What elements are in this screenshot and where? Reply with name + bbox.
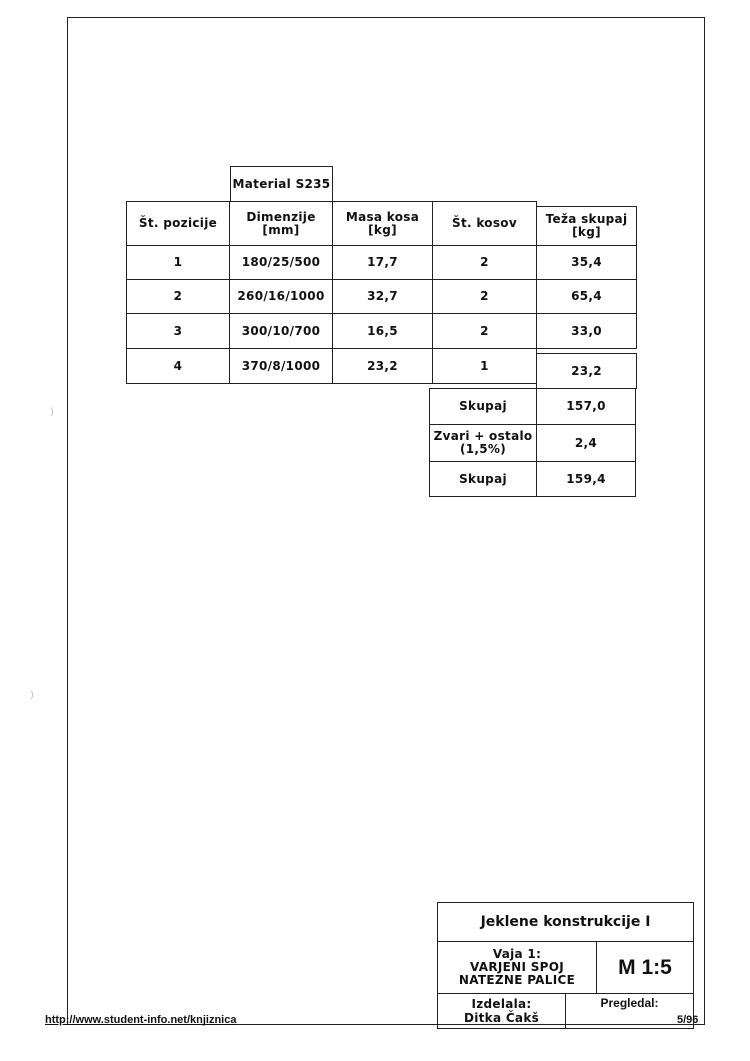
- row-position: 4: [126, 348, 230, 384]
- row-dimensions: 370/8/1000: [229, 348, 333, 384]
- row-position: 2: [126, 279, 230, 314]
- row-dimensions: 300/10/700: [229, 313, 333, 349]
- made-by-label: Izdelala:: [471, 997, 532, 1011]
- row-total-weight: 65,4: [536, 279, 637, 314]
- row-piece-mass: 32,7: [332, 279, 433, 314]
- row-piece-mass: 16,5: [332, 313, 433, 349]
- reviewed-cell: [565, 993, 694, 1029]
- made-by-cell: [437, 993, 566, 1029]
- row-dimensions: 260/16/1000: [229, 279, 333, 314]
- row-piece-count: 2: [432, 279, 537, 314]
- header-total-weight: Teža skupaj [kg]: [536, 206, 637, 246]
- row-total-weight: 33,0: [536, 313, 637, 349]
- scan-speck: ): [30, 690, 34, 701]
- row-piece-count: 2: [432, 245, 537, 280]
- course-title: Jeklene konstrukcije I: [437, 902, 694, 942]
- row-total-weight: 35,4: [536, 245, 637, 280]
- row-total-weight: 23,2: [536, 353, 637, 389]
- material-label: Material S235: [230, 166, 333, 202]
- made-by-name: Ditka Čakš: [463, 1011, 540, 1025]
- header-position: Št. pozicije: [126, 201, 230, 246]
- row-dimensions: 180/25/500: [229, 245, 333, 280]
- row-position: 1: [126, 245, 230, 280]
- row-piece-mass: 17,7: [332, 245, 433, 280]
- page-number: 5/96: [677, 1014, 699, 1026]
- source-link[interactable]: http://www.student-info.net/knjiznica: [45, 1014, 237, 1026]
- row-piece-count: 1: [432, 348, 537, 384]
- header-piece-count: Št. kosov: [432, 201, 537, 246]
- summary-label: Skupaj: [429, 388, 537, 425]
- task-cell: [437, 941, 597, 994]
- task-line: Vaja 1:: [492, 947, 542, 961]
- task-title: VARJENI SPOJ NATEZNE PALICE: [458, 960, 576, 987]
- summary-label: Zvari + ostalo (1,5%): [429, 424, 537, 462]
- header-dimensions: Dimenzije [mm]: [229, 201, 333, 246]
- reviewed-label: Pregledal:: [600, 996, 659, 1010]
- header-piece-mass: Masa kosa [kg]: [332, 201, 433, 246]
- summary-value: 157,0: [536, 388, 636, 425]
- row-piece-count: 2: [432, 313, 537, 349]
- summary-value: 159,4: [536, 461, 636, 497]
- summary-value: 2,4: [536, 424, 636, 462]
- drawing-frame: [67, 17, 705, 1025]
- scale-label: M 1:5: [596, 941, 694, 994]
- scan-speck: ): [50, 407, 54, 418]
- row-piece-mass: 23,2: [332, 348, 433, 384]
- summary-label: Skupaj: [429, 461, 537, 497]
- row-position: 3: [126, 313, 230, 349]
